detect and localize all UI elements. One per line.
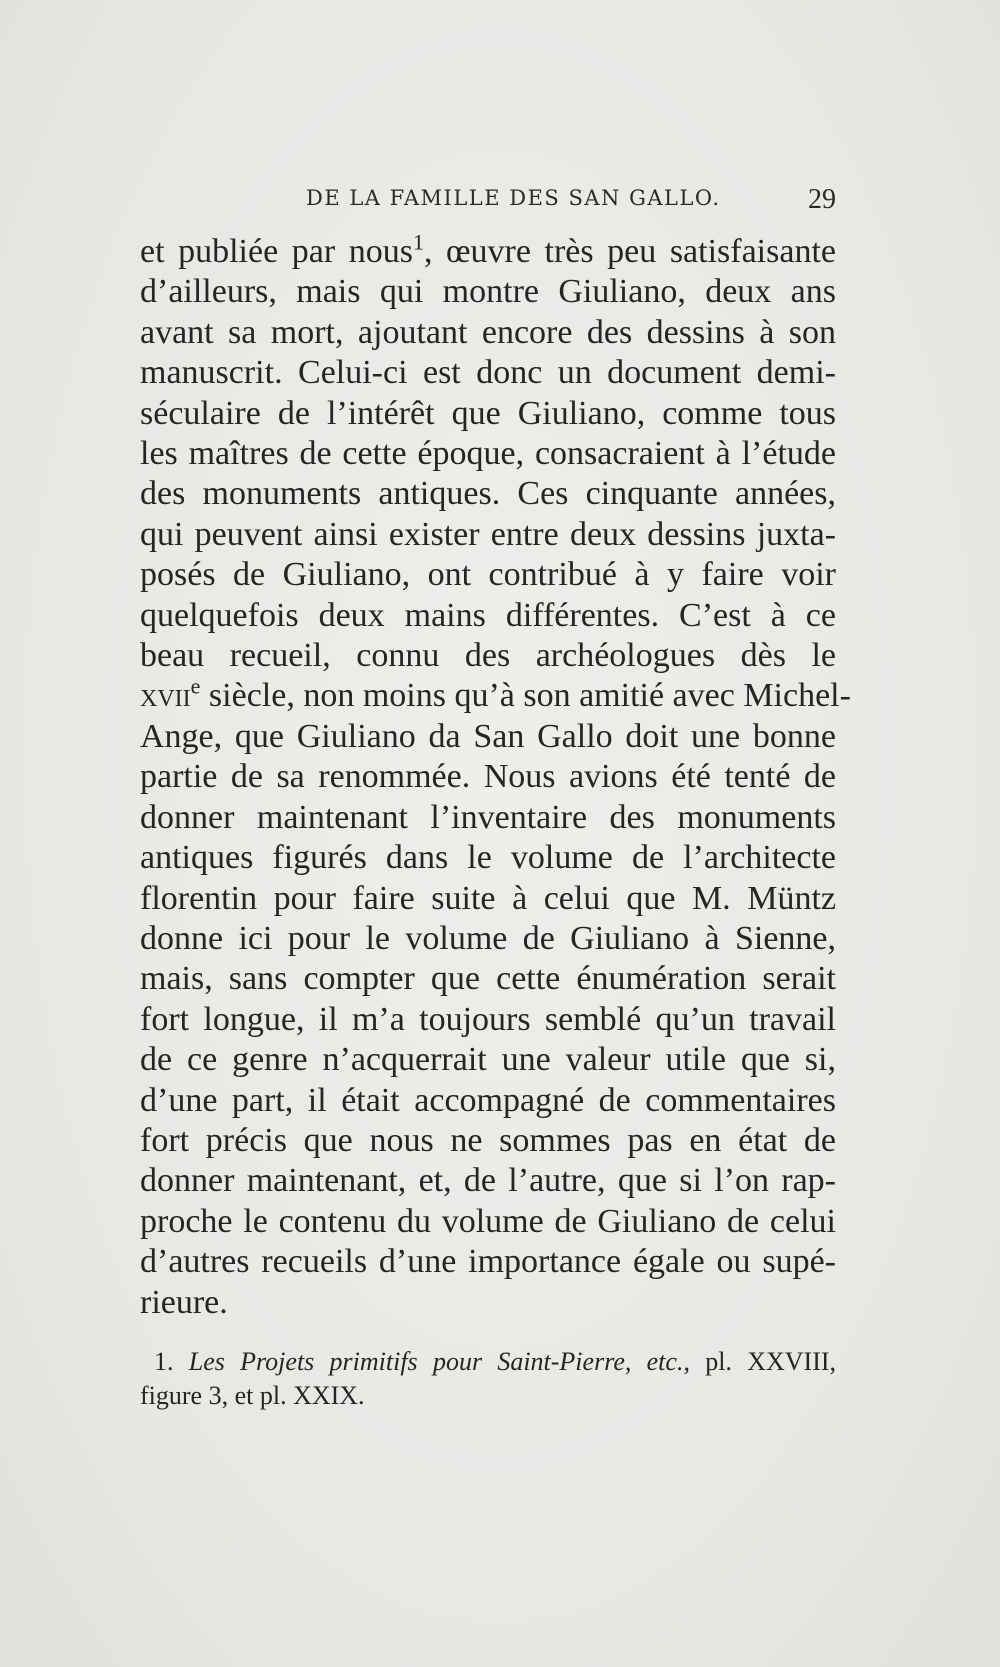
footnote-number: 1. bbox=[154, 1347, 174, 1376]
text-line: Ange, que Giuliano da San Gallo doit une bonne bbox=[140, 717, 836, 755]
text-line: séculaire de l’intérêt que Giuliano, comme tous bbox=[140, 394, 836, 432]
text-line: de ce genre n’acquerrait une valeur utile que si, bbox=[140, 1041, 836, 1079]
text-line: d’autres recueils d’une importance égale ou supé- bbox=[140, 1243, 836, 1281]
text-line: et publiée par nous$^1$, œuvre très peu satisfaisante bbox=[140, 229, 836, 270]
text-line: les maîtres de cette époque, consacraient à l’étude bbox=[140, 435, 836, 473]
page-number: 29 bbox=[808, 184, 836, 215]
text-line: antiques figurés dans le volume de l’architecte bbox=[140, 839, 836, 877]
text-line: fort précis que nous ne sommes pas en état de bbox=[140, 1121, 836, 1159]
text-line: donner maintenant, et, de l’autre, que si l’on rap- bbox=[140, 1162, 836, 1200]
footnote-title: Les Projets primitifs pour Saint-Pierre, etc. bbox=[188, 1347, 684, 1376]
text-line: partie de sa renommée. Nous avions été tenté de bbox=[140, 758, 836, 796]
text-line: rieure. bbox=[140, 1283, 228, 1321]
running-title: DE LA FAMILLE DES SAN GALLO. bbox=[306, 186, 721, 210]
text-line: posés de Giuliano, ont contribué à y faire voir bbox=[140, 556, 836, 594]
text-line: d’ailleurs, mais qui montre Giuliano, deux ans bbox=[140, 273, 836, 311]
century-numeral: xvii bbox=[140, 677, 191, 715]
text-line: xvii$^e$ siècle, non moins qu’à son amitié avec Michel- bbox=[140, 674, 851, 715]
text-line: des monuments antiques. Ces cinquante années, bbox=[140, 475, 836, 513]
text-line: florentin pour faire suite à celui que M. Müntz bbox=[140, 879, 836, 917]
footnote-line: figure 3, et pl. XXIX. bbox=[140, 1381, 365, 1410]
text-line: beau recueil, connu des archéologues dès le bbox=[140, 637, 836, 675]
text-line: d’une part, il était accompagné de commentaires bbox=[140, 1081, 836, 1119]
text-line: qui peuvent ainsi exister entre deux dessins juxta- bbox=[140, 515, 836, 553]
running-head bbox=[306, 186, 836, 216]
century-suffix: e bbox=[190, 674, 201, 700]
main-text bbox=[140, 229, 851, 1323]
footnote-line: 1. Les Projets primitifs pour Saint-Pierre, etc., pl. XXVIII, bbox=[154, 1347, 837, 1376]
text-line: mais, sans compter que cette énumération serait bbox=[140, 960, 836, 998]
text-line: avant sa mort, ajoutant encore des dessins à son bbox=[140, 313, 836, 351]
text-line: fort longue, il m’a toujours semblé qu’un travail bbox=[140, 1000, 836, 1038]
text-line: donne ici pour le volume de Giuliano à Sienne, bbox=[140, 919, 836, 957]
text-line: donner maintenant l’inventaire des monuments bbox=[140, 798, 836, 836]
text-line: manuscrit. Celui-ci est donc un document demi- bbox=[140, 354, 836, 392]
footnote bbox=[140, 1345, 836, 1413]
text-line: quelquefois deux mains différentes. C’est à ce bbox=[140, 596, 836, 634]
text-line: proche le contenu du volume de Giuliano de celui bbox=[140, 1202, 836, 1240]
footnote-reference: 1 bbox=[412, 229, 424, 255]
